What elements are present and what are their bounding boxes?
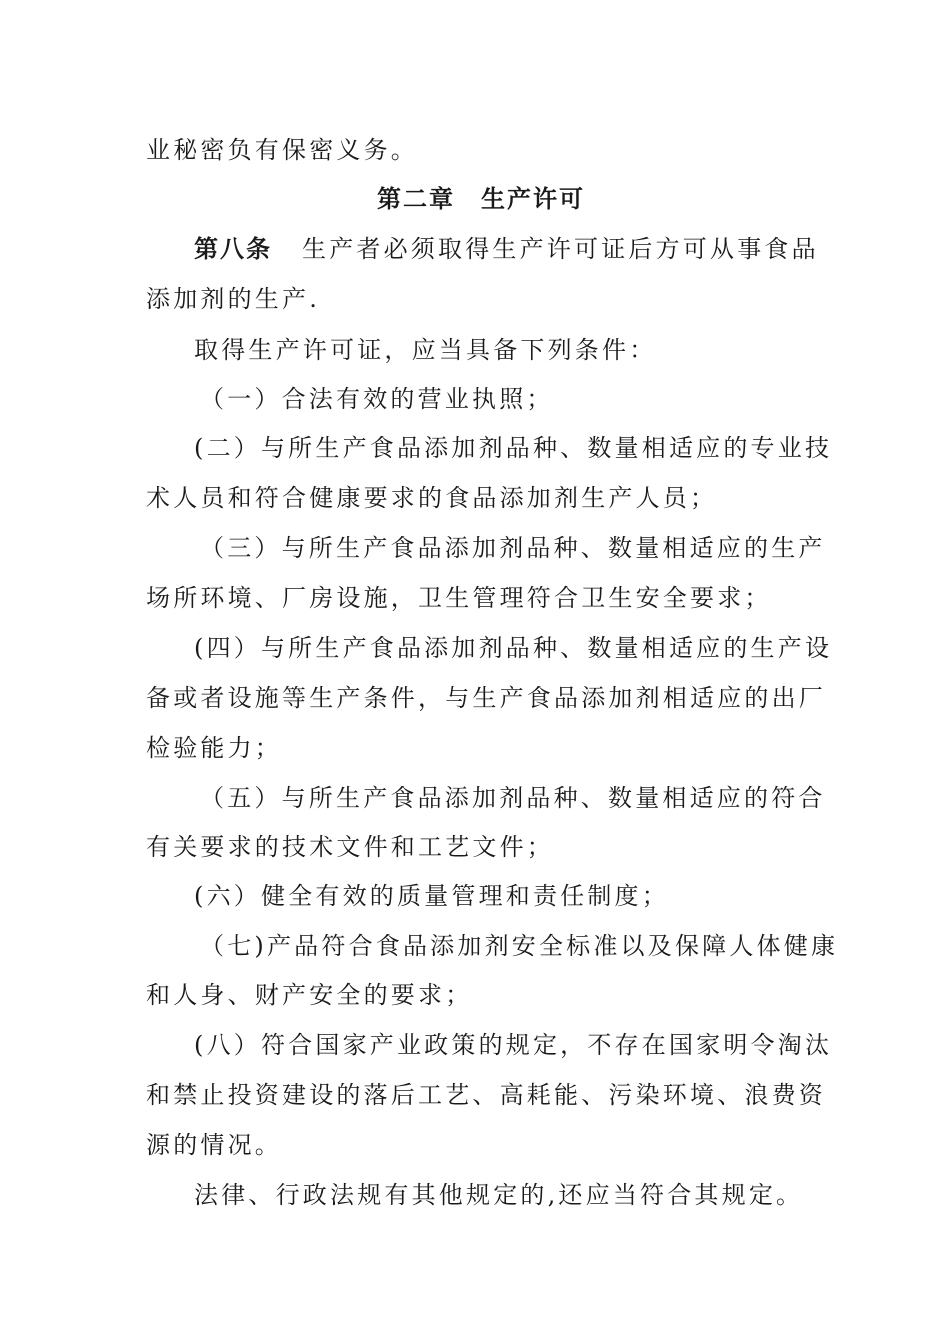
chapter-heading: 第二章 生产许可 [377,184,585,213]
text-line: 场所环境、厂房设施，卫生管理符合卫生安全要求； [146,584,772,612]
text-line: 有关要求的技术文件和工艺文件； [146,833,554,861]
article-text: 生产者必须取得生产许可证后方可从事食品 [302,235,819,263]
text-line: 源的情况。 [146,1131,282,1159]
text-line: 术人员和符合健康要求的食品添加剂生产人员； [146,484,718,512]
text-line: 取得生产许可证，应当具备下列条件： [194,336,657,364]
list-item-2: (二）与所生产食品添加剂品种、数量相适应的专业技 [194,434,833,462]
list-item-4: (四）与所生产食品添加剂品种、数量相适应的生产设 [194,634,833,662]
text-line: 法律、行政法规有其他规定的,还应当符合其规定。 [194,1181,804,1209]
text-line-continuation: 业秘密负有保密义务。 [146,136,418,164]
text-line: 和人身、财产安全的要求； [146,981,473,1009]
list-item-5: （五）与所生产食品添加剂品种、数量相适应的符合 [200,784,826,812]
list-item-7: （七)产品符合食品添加剂安全标准以及保障人体健康 [200,932,839,960]
text-line: 检验能力； [146,734,282,762]
list-item-3: （三）与所生产食品添加剂品种、数量相适应的生产 [200,534,826,562]
list-item-8: (八）符合国家产业政策的规定，不存在国家明令淘汰 [194,1031,833,1059]
list-item-1: （一）合法有效的营业执照； [200,385,554,413]
article-line [194,234,819,264]
article-title: 第八条 [194,234,272,263]
text-line: 添加剂的生产. [146,285,321,313]
list-item-6: (六）健全有效的质量管理和责任制度； [194,882,669,910]
text-line: 备或者设施等生产条件，与生产食品添加剂相适应的出厂 [146,684,826,712]
text-line: 和禁止投资建设的落后工艺、高耗能、污染环境、浪费资 [146,1081,826,1109]
